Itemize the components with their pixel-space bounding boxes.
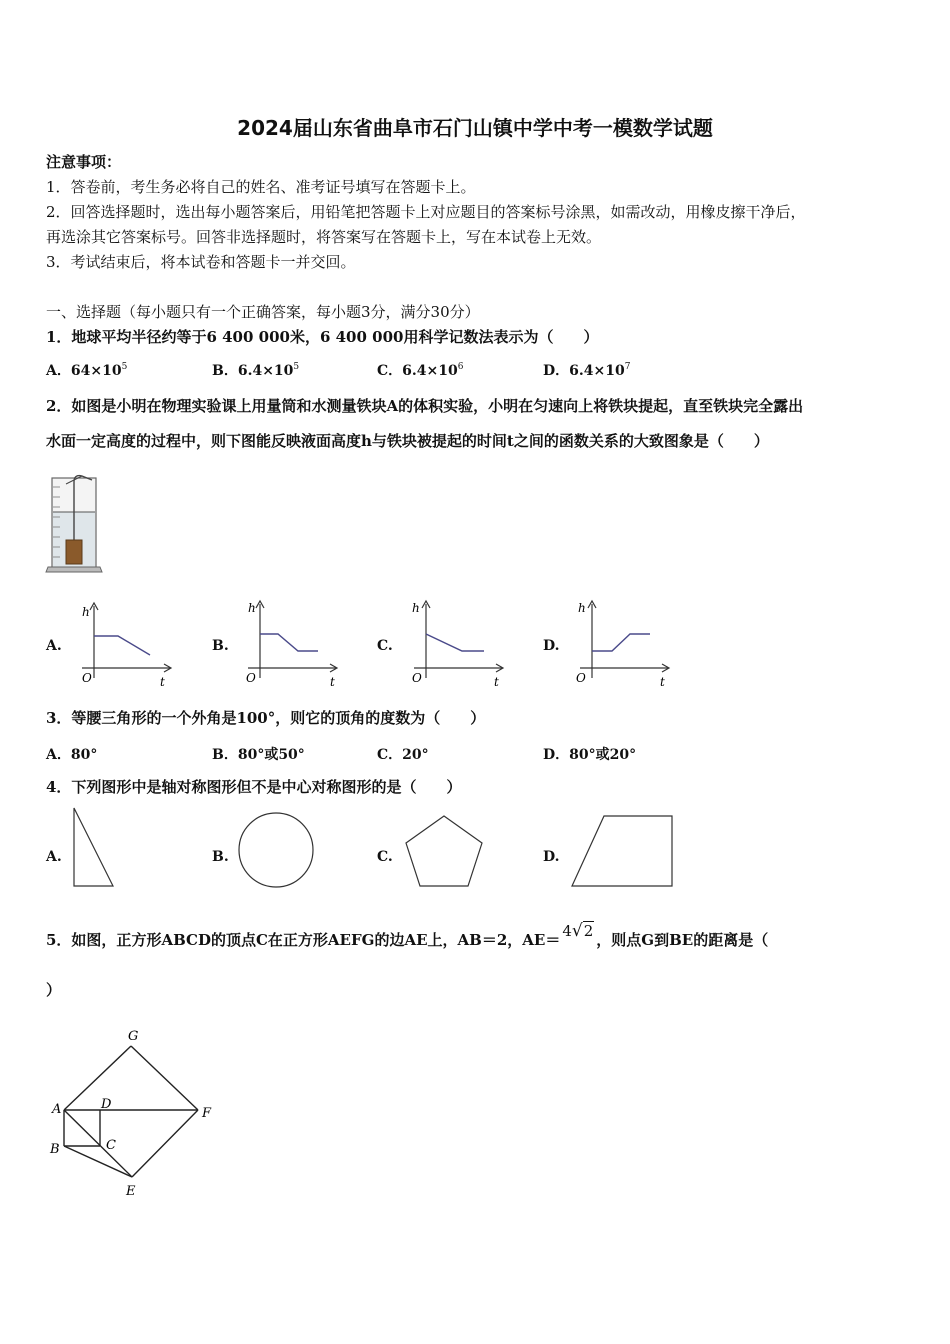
q1-stem: 1．地球平均半径约等于6 400 000米，6 400 000用科学记数法表示为（ ）: [46, 328, 599, 346]
q4-shape-circle: [236, 810, 318, 892]
q5-point-f: F: [202, 1106, 212, 1121]
q4-shape-pentagon: [402, 812, 490, 892]
q3-option-d[interactable]: D．80°或20°: [543, 747, 637, 763]
q2-stem-line2: 水面一定高度的过程中，则下图能反映液面高度h与铁块被提起的时间t之间的函数关系的大致图象是（ ）: [46, 432, 769, 450]
q5-point-g: G: [128, 1029, 139, 1044]
q5-point-a: A: [52, 1102, 62, 1117]
q5-stem-b: ，则点G到BE的距离是（: [596, 931, 769, 949]
q2-option-d-label[interactable]: D.: [543, 638, 560, 654]
q4-option-a-label[interactable]: A.: [46, 849, 62, 865]
q2-graph-d: [572, 598, 672, 690]
q5-point-e: E: [126, 1184, 136, 1199]
q2-graph-b-ylabel: h: [248, 601, 256, 615]
section-heading: 一、选择题（每小题只有一个正确答案，每小题3分，满分30分）: [46, 303, 480, 321]
q4-stem: 4．下列图形中是轴对称图形但不是中心对称图形的是（ ）: [46, 778, 462, 796]
q1-option-d-exp: 7: [624, 362, 631, 372]
notice-item-3: 3．考试结束后，将本试卷和答题卡一并交回。: [46, 253, 356, 271]
q2-option-c-label[interactable]: C.: [377, 638, 393, 654]
notice-heading: 注意事项：: [46, 153, 122, 171]
q1-option-b[interactable]: [212, 360, 299, 380]
q5-point-c: C: [106, 1138, 116, 1153]
q2-graph-c-ylabel: h: [412, 601, 420, 615]
q2-graph-b: [240, 598, 340, 690]
q5-radical-sign: √: [571, 921, 583, 941]
q2-graph-c: [406, 598, 506, 690]
q1-option-d-base: 6.4×10: [569, 363, 625, 379]
q5-stem: [46, 921, 769, 950]
q2-graph-a-ylabel: h: [82, 605, 90, 619]
q4-option-c-label[interactable]: C.: [377, 849, 393, 865]
q2-option-a-label[interactable]: A.: [46, 638, 62, 654]
notice-item-2-cont: 再选涂其它答案标号。回答非选择题时，将答案写在答题卡上，写在本试卷上无效。: [46, 228, 602, 246]
notice-item-2: 2．回答选择题时，选出每小题答案后，用铅笔把答题卡上对应题目的答案标号涂黑，如需改动，用橡皮擦干净后，: [46, 203, 806, 221]
q2-graph-d-ylabel: h: [578, 601, 586, 615]
q1-option-c-exp: 6: [457, 362, 464, 372]
q3-stem: 3．等腰三角形的一个外角是100°，则它的顶角的度数为（ ）: [46, 709, 486, 727]
q5-stem-a: 5．如图，正方形ABCD的顶点C在正方形AEFG的边AE上，AB＝2，AE＝: [46, 931, 561, 949]
q1-option-a-exp: 5: [121, 362, 128, 372]
q1-option-d[interactable]: [543, 360, 630, 380]
q1-option-c-letter: C．: [377, 363, 403, 379]
q1-option-a[interactable]: [46, 360, 127, 380]
measuring-cylinder-figure: [44, 472, 114, 580]
q4-option-d-label[interactable]: D.: [543, 849, 560, 865]
q1-option-c[interactable]: [377, 360, 463, 380]
q5-point-b: B: [50, 1142, 60, 1157]
notice-item-1: 1．答卷前，考生务必将自己的姓名、准考证号填写在答题卡上。: [46, 178, 476, 196]
q3-option-c[interactable]: C．20°: [377, 747, 429, 763]
q2-graph-d-origin: O: [576, 671, 586, 685]
q2-graph-b-origin: O: [246, 671, 256, 685]
q4-shape-right-triangle: [70, 806, 120, 890]
q5-sqrt-expression: [562, 922, 594, 940]
q1-option-a-letter: A．: [46, 363, 71, 379]
page-title: 2024届山东省曲阜市石门山镇中学中考一模数学试题: [237, 116, 713, 140]
q2-graph-a-xlabel: t: [160, 675, 165, 689]
q4-option-b-label[interactable]: B.: [212, 849, 229, 865]
q1-option-c-base: 6.4×10: [402, 363, 458, 379]
q1-option-b-exp: 5: [293, 362, 300, 372]
q2-graph-c-origin: O: [412, 671, 422, 685]
q1-option-d-letter: D．: [543, 363, 570, 379]
q2-stem-line1: 2．如图是小明在物理实验课上用量筒和水测量铁块A的体积实验，小明在匀速向上将铁块提起，直至铁块完全露出: [46, 397, 804, 415]
q2-graph-a: [74, 600, 174, 690]
q5-stem-line2: ）: [46, 981, 62, 999]
q5-sqrt-coef: 4: [562, 922, 572, 940]
q2-graph-d-xlabel: t: [660, 675, 665, 689]
q2-graph-a-origin: O: [82, 671, 92, 685]
q3-option-b[interactable]: B．80°或50°: [212, 747, 305, 763]
q5-point-d: D: [101, 1097, 112, 1112]
q4-shape-trapezoid: [570, 812, 678, 892]
q2-graph-b-xlabel: t: [330, 675, 335, 689]
q2-graph-c-xlabel: t: [494, 675, 499, 689]
q1-option-b-base: 6.4×10: [237, 363, 294, 379]
q3-option-a[interactable]: A．80°: [46, 747, 98, 763]
q1-option-a-base: 64×10: [70, 363, 122, 379]
q1-option-b-letter: B．: [212, 363, 238, 379]
q5-sqrt-radicand: 2: [583, 922, 594, 940]
q2-option-b-label[interactable]: B.: [212, 638, 229, 654]
q5-geometry-figure: [44, 1022, 224, 1202]
